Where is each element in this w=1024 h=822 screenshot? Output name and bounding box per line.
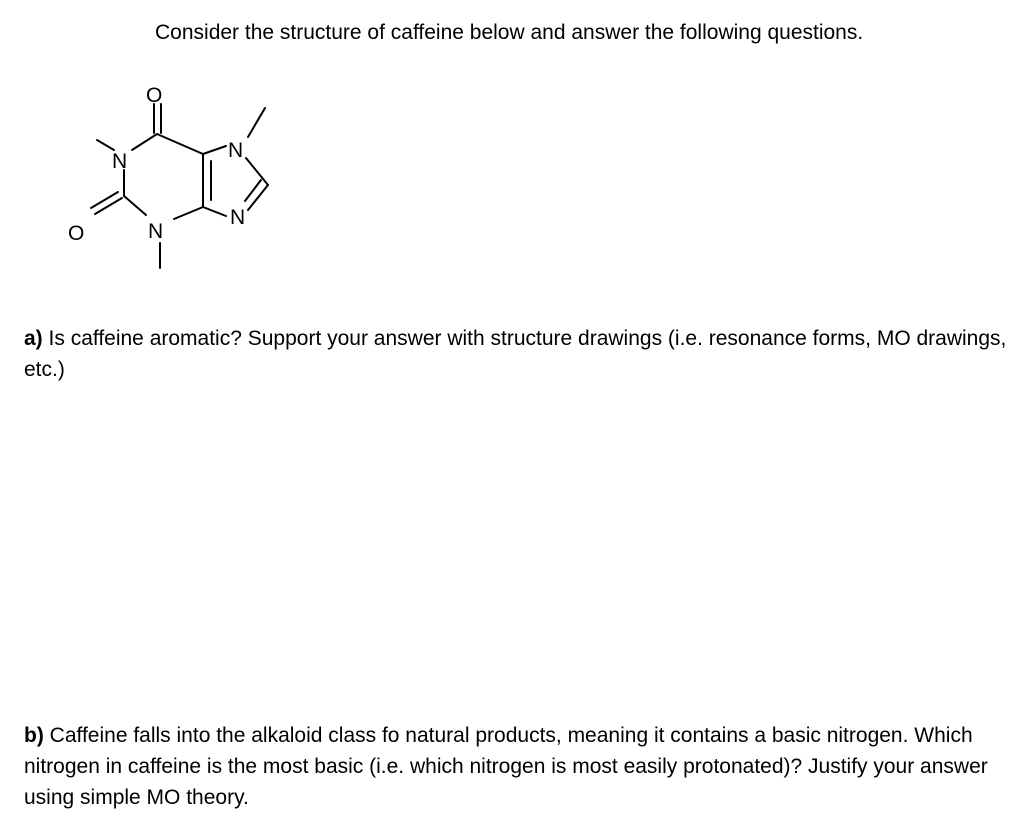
atom-n3: N — [148, 220, 164, 243]
bond-n7-c8 — [246, 158, 268, 185]
atom-n7: N — [228, 139, 244, 162]
bond-c2-n3 — [124, 196, 146, 215]
bond-c2-o-b — [91, 192, 118, 208]
question-a-label: a) — [24, 327, 43, 350]
bond-c5-n7 — [203, 146, 226, 154]
question-b-label: b) — [24, 724, 44, 747]
bond-c6-c5 — [157, 134, 203, 154]
bond-n9-c4 — [203, 207, 226, 216]
bond-c8-n9-a — [248, 185, 268, 210]
atom-n1: N — [112, 150, 128, 173]
caffeine-structure — [0, 70, 320, 285]
atom-o-top: O — [146, 84, 163, 107]
bond-n3-c4 — [174, 207, 203, 219]
bond-n1-me — [97, 140, 114, 150]
question-b-text: Caffeine falls into the alkaloid class fo natural products, meaning it contains a basic nitrogen. Which nitrogen in caffeine is the most basic (i.e. which nitrogen is most easily protonated)? Justify your answer using simple MO theory. — [24, 724, 988, 809]
bond-c6-n1 — [132, 134, 157, 150]
intro-text: Consider the structure of caffeine below and answer the following questions. — [155, 21, 864, 44]
bond-n7-me — [248, 108, 265, 137]
question-a-text: Is caffeine aromatic? Support your answer with structure drawings (i.e. resonance forms, MO drawings, etc.) — [24, 327, 1007, 381]
question-b — [24, 720, 1009, 813]
atom-n9: N — [230, 206, 246, 229]
atom-o-left: O — [68, 222, 85, 245]
bond-c2-o-a — [95, 198, 122, 214]
question-a — [24, 323, 1009, 385]
